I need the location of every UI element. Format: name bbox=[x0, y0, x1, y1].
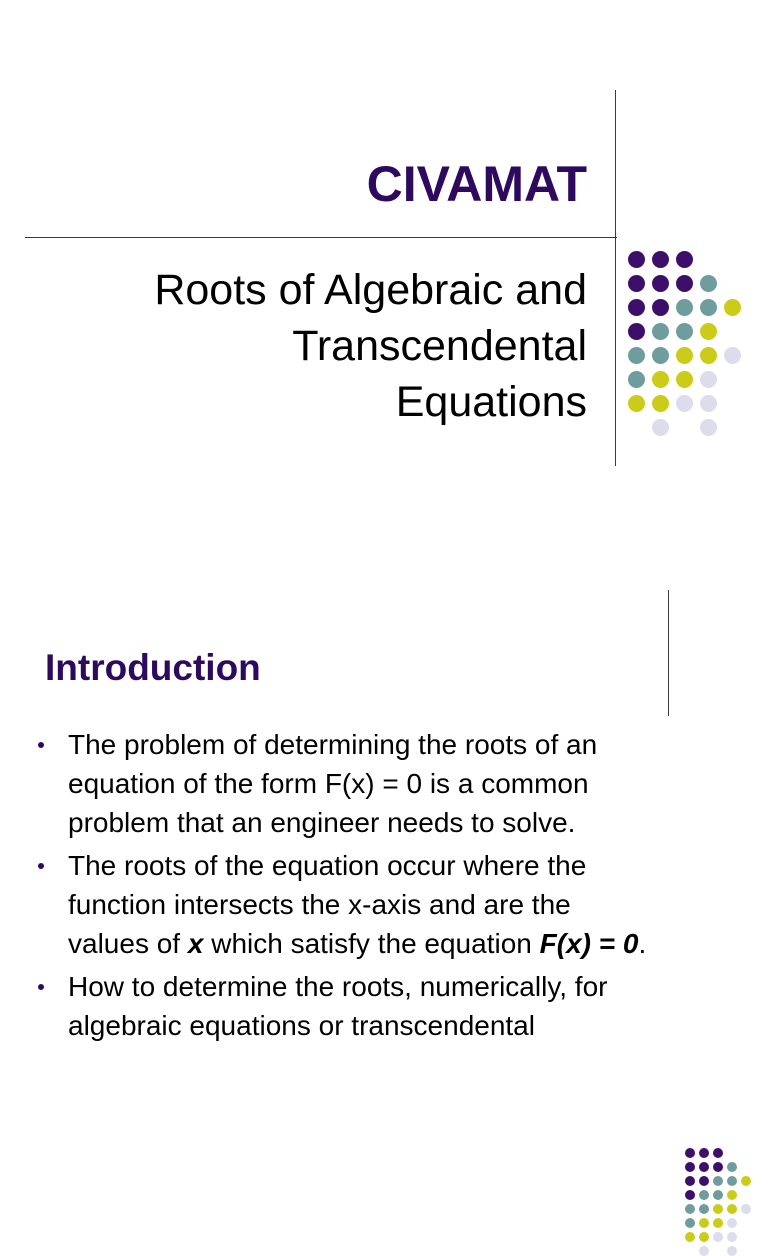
dot-purple bbox=[652, 251, 669, 268]
bullet-text: problem that an engineer needs to solve. bbox=[68, 807, 576, 838]
dot-yellow bbox=[727, 1204, 737, 1214]
dot-teal bbox=[685, 1204, 695, 1214]
dot-purple bbox=[699, 1148, 709, 1158]
slide-heading: Introduction bbox=[45, 647, 261, 688]
dot-teal bbox=[628, 347, 645, 364]
dot-lavender bbox=[700, 371, 717, 388]
dot-yellow bbox=[700, 323, 717, 340]
bullet-text-line bbox=[68, 1006, 758, 1045]
vertical-divider bbox=[615, 90, 616, 466]
dot-lavender bbox=[727, 1232, 737, 1242]
dot-teal bbox=[700, 275, 717, 292]
dot-purple bbox=[628, 275, 645, 292]
dot-teal bbox=[699, 1204, 709, 1214]
bullet-item bbox=[38, 846, 758, 963]
slide-subtitle bbox=[154, 262, 587, 430]
dot-lavender bbox=[652, 419, 669, 436]
dot-teal bbox=[727, 1162, 737, 1172]
subtitle-line: Equations bbox=[395, 378, 587, 426]
dot-teal bbox=[713, 1176, 723, 1186]
dot-purple bbox=[628, 323, 645, 340]
bullet-emphasis: x bbox=[187, 928, 204, 959]
dot-lavender bbox=[713, 1232, 723, 1242]
dot-yellow bbox=[676, 371, 693, 388]
title-slide bbox=[0, 0, 768, 500]
dot-yellow bbox=[652, 395, 669, 412]
bullet-text: function intersects the x-axis and are the bbox=[68, 889, 571, 920]
bullet-dot-icon bbox=[38, 742, 44, 748]
bullet-text: . bbox=[638, 928, 647, 959]
bullet-text: algebraic equations or transcendental bbox=[68, 1010, 535, 1041]
dot-lavender bbox=[700, 419, 717, 436]
dot-purple bbox=[676, 251, 693, 268]
dot-teal bbox=[700, 299, 717, 316]
bullet-item bbox=[38, 967, 758, 1045]
dot-lavender bbox=[699, 1246, 709, 1256]
dot-yellow bbox=[700, 347, 717, 364]
dot-yellow bbox=[628, 395, 645, 412]
dot-purple bbox=[699, 1162, 709, 1172]
dot-yellow bbox=[727, 1190, 737, 1200]
bullet-dot-icon bbox=[38, 984, 44, 990]
dot-purple bbox=[685, 1162, 695, 1172]
dot-purple bbox=[628, 299, 645, 316]
dot-purple bbox=[652, 275, 669, 292]
dot-lavender bbox=[741, 1204, 751, 1214]
bullet-text: which satisfy the equation bbox=[203, 928, 540, 959]
bullet-item bbox=[38, 725, 758, 842]
bullet-text-line bbox=[68, 967, 758, 1006]
subtitle-line: Roots of Algebraic and bbox=[154, 266, 587, 314]
dot-lavender bbox=[700, 395, 717, 412]
dot-teal bbox=[685, 1218, 695, 1228]
bullet-text: The roots of the equation occur where the bbox=[68, 850, 587, 881]
dot-lavender bbox=[676, 395, 693, 412]
bullet-dot-icon bbox=[38, 863, 44, 869]
bullet-text-line bbox=[68, 885, 758, 924]
bullet-list bbox=[38, 725, 758, 1049]
dot-yellow bbox=[685, 1232, 695, 1242]
subtitle-line: Transcendental bbox=[292, 322, 587, 370]
bullet-text: The problem of determining the roots of an bbox=[68, 729, 598, 760]
dot-lavender bbox=[724, 347, 741, 364]
bullet-text-line bbox=[68, 803, 758, 842]
bullet-text-line bbox=[68, 725, 758, 764]
dot-purple bbox=[685, 1176, 695, 1186]
dot-purple bbox=[713, 1148, 723, 1158]
dot-yellow bbox=[699, 1232, 709, 1242]
content-slide bbox=[0, 560, 768, 1041]
dot-lavender bbox=[727, 1218, 737, 1228]
dot-purple bbox=[685, 1190, 695, 1200]
dot-yellow bbox=[741, 1176, 751, 1186]
slide-title: CIVAMAT bbox=[366, 156, 587, 212]
dot-teal bbox=[676, 299, 693, 316]
dot-teal bbox=[699, 1190, 709, 1200]
bullet-text: equation of the form F(x) = 0 is a common bbox=[68, 768, 589, 799]
dot-purple bbox=[652, 299, 669, 316]
dot-teal bbox=[727, 1176, 737, 1186]
dot-purple bbox=[713, 1162, 723, 1172]
dot-teal bbox=[652, 323, 669, 340]
dot-yellow bbox=[676, 347, 693, 364]
dot-yellow bbox=[713, 1204, 723, 1214]
dot-yellow bbox=[699, 1218, 709, 1228]
dot-teal bbox=[652, 347, 669, 364]
dot-purple bbox=[628, 251, 645, 268]
dot-purple bbox=[699, 1176, 709, 1186]
dot-purple bbox=[676, 275, 693, 292]
dot-lavender bbox=[727, 1246, 737, 1256]
dot-teal bbox=[676, 323, 693, 340]
dot-yellow bbox=[713, 1218, 723, 1228]
dot-purple bbox=[685, 1148, 695, 1158]
bullet-text-line bbox=[68, 924, 758, 963]
dot-yellow bbox=[724, 299, 741, 316]
bullet-text: values of bbox=[68, 928, 188, 959]
dot-yellow bbox=[652, 371, 669, 388]
dot-teal bbox=[713, 1190, 723, 1200]
horizontal-divider bbox=[25, 237, 617, 238]
bullet-text-line bbox=[68, 764, 758, 803]
bullet-text: How to determine the roots, numerically, for bbox=[68, 971, 608, 1002]
bullet-emphasis: F(x) = 0 bbox=[539, 928, 639, 959]
dot-teal bbox=[628, 371, 645, 388]
vertical-divider bbox=[668, 590, 669, 716]
bullet-text-line bbox=[68, 846, 758, 885]
